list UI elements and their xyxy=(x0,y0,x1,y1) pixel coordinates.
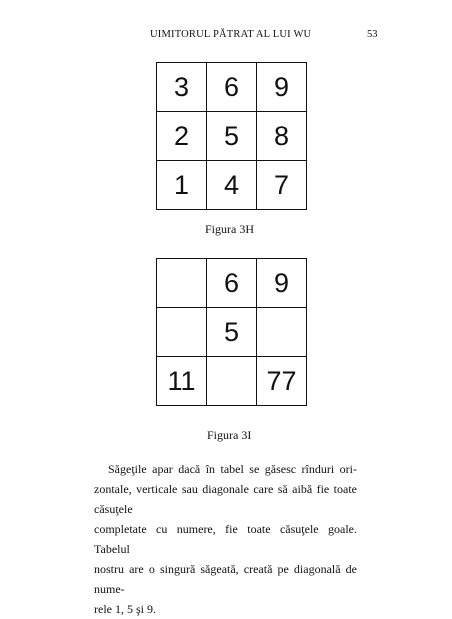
grid-row xyxy=(157,112,307,161)
figure-3h-caption: Figura 3H xyxy=(205,222,254,236)
grid-row xyxy=(157,308,307,357)
grid-row xyxy=(157,161,307,210)
grid-cell xyxy=(157,259,207,308)
grid-cell: 6 xyxy=(207,259,257,308)
figure-3i-grid xyxy=(156,258,307,406)
body-line: Săgeţile apar dacă în tabel se găsesc rînduri ori- xyxy=(108,462,357,476)
body-line: nostru are o singură săgeată, creată pe diagonală de nume- xyxy=(94,562,357,596)
body-paragraph xyxy=(94,459,357,619)
body-line: rele 1, 5 şi 9. xyxy=(94,602,156,616)
grid-cell: 7 xyxy=(257,161,307,210)
grid-row xyxy=(157,259,307,308)
grid-cell: 77 xyxy=(257,357,307,406)
grid-cell: 2 xyxy=(157,112,207,161)
grid-cell: 6 xyxy=(207,63,257,112)
grid-cell: 4 xyxy=(207,161,257,210)
body-line: zontale, verticale sau diagonale care să aibă fie toate căsuţele xyxy=(94,482,357,516)
page-number: 53 xyxy=(367,29,378,40)
body-line: completate cu numere, fie toate căsuţele goale. Tabelul xyxy=(94,522,357,556)
grid-cell: 3 xyxy=(157,63,207,112)
grid-row xyxy=(157,63,307,112)
grid-cell xyxy=(257,308,307,357)
figure-3i-caption: Figura 3I xyxy=(207,428,252,442)
running-head: UIMITORUL PĂTRAT AL LUI WU xyxy=(150,29,312,40)
grid-cell: 5 xyxy=(207,112,257,161)
grid-cell: 11 xyxy=(157,357,207,406)
grid-cell xyxy=(157,308,207,357)
grid-row xyxy=(157,357,307,406)
grid-cell: 9 xyxy=(257,63,307,112)
grid-cell: 9 xyxy=(257,259,307,308)
figure-3h-grid xyxy=(156,62,307,210)
grid-cell: 5 xyxy=(207,308,257,357)
grid-cell xyxy=(207,357,257,406)
grid-cell: 8 xyxy=(257,112,307,161)
grid-cell: 1 xyxy=(157,161,207,210)
